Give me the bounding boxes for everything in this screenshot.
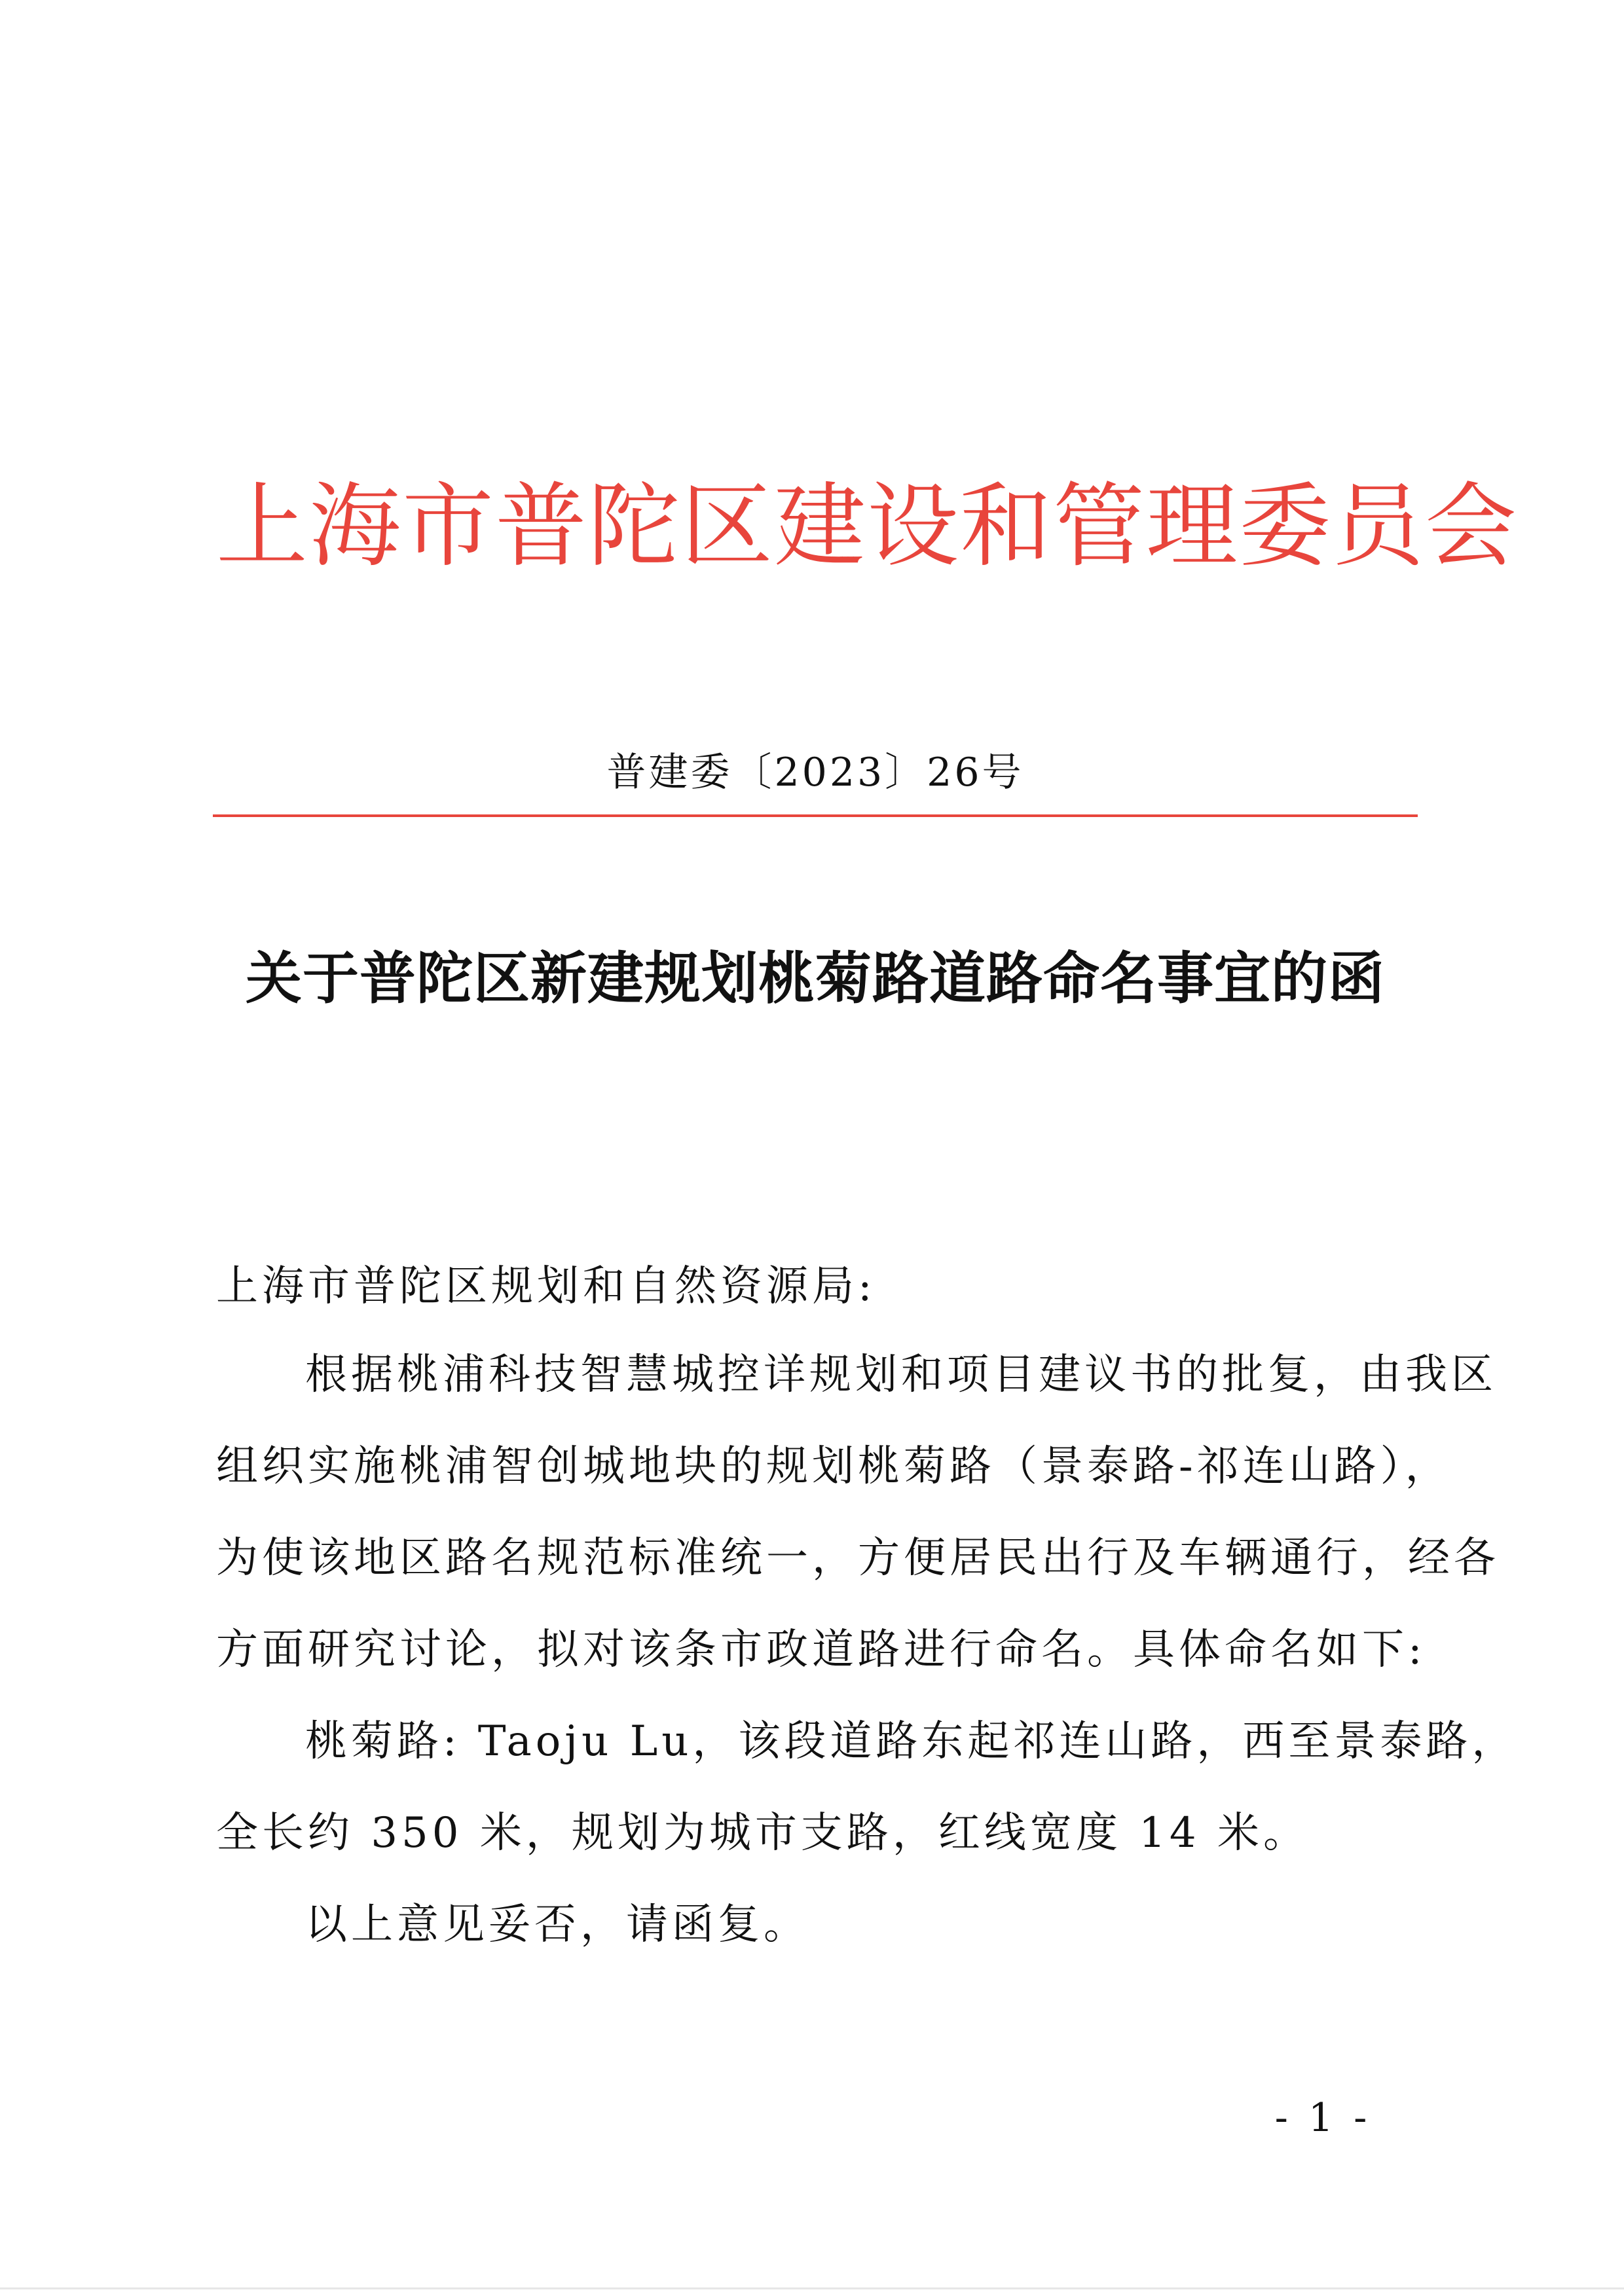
issuer-letterhead: 上海市普陀区建设和管理委员会 (216, 473, 1519, 580)
paragraph-2-line: 桃菊路: Taoju Lu，该段道路东起祁连山路，西至景泰路， (305, 1717, 1518, 1766)
paragraph-3 (216, 1879, 1428, 1971)
paragraph-1-line: 根据桃浦科技智慧城控详规划和项目建议书的批复，由我区 (305, 1351, 1497, 1399)
paragraph-1 (216, 1329, 1500, 1696)
red-divider-line (213, 814, 1418, 817)
paragraph-1-line: 方面研究讨论，拟对该条市政道路进行命名。具体命名如下: (216, 1626, 1426, 1674)
document-title: 关于普陀区新建规划桃菊路道路命名事宜的函 (246, 945, 1385, 1011)
paragraph-2-line: 全长约 350 米，规划为城市支路，红线宽度 14 米。 (216, 1809, 1309, 1857)
paragraph-1-line: 组织实施桃浦智创城地块的规划桃菊路（景泰路-祁连山路）， (216, 1442, 1451, 1491)
paragraph-2 (216, 1696, 1518, 1879)
salutation: 上海市普陀区规划和自然资源局: (216, 1262, 876, 1311)
scan-bottom-edge (0, 2287, 1624, 2289)
page-number: - 1 - (1274, 2095, 1371, 2141)
document-number: 普建委〔2023〕26号 (606, 750, 1024, 795)
paragraph-3-line: 以上意见妥否，请函复。 (305, 1901, 809, 1949)
paragraph-1-line: 为使该地区路名规范标准统一，方便居民出行及车辆通行，经各 (216, 1534, 1500, 1582)
